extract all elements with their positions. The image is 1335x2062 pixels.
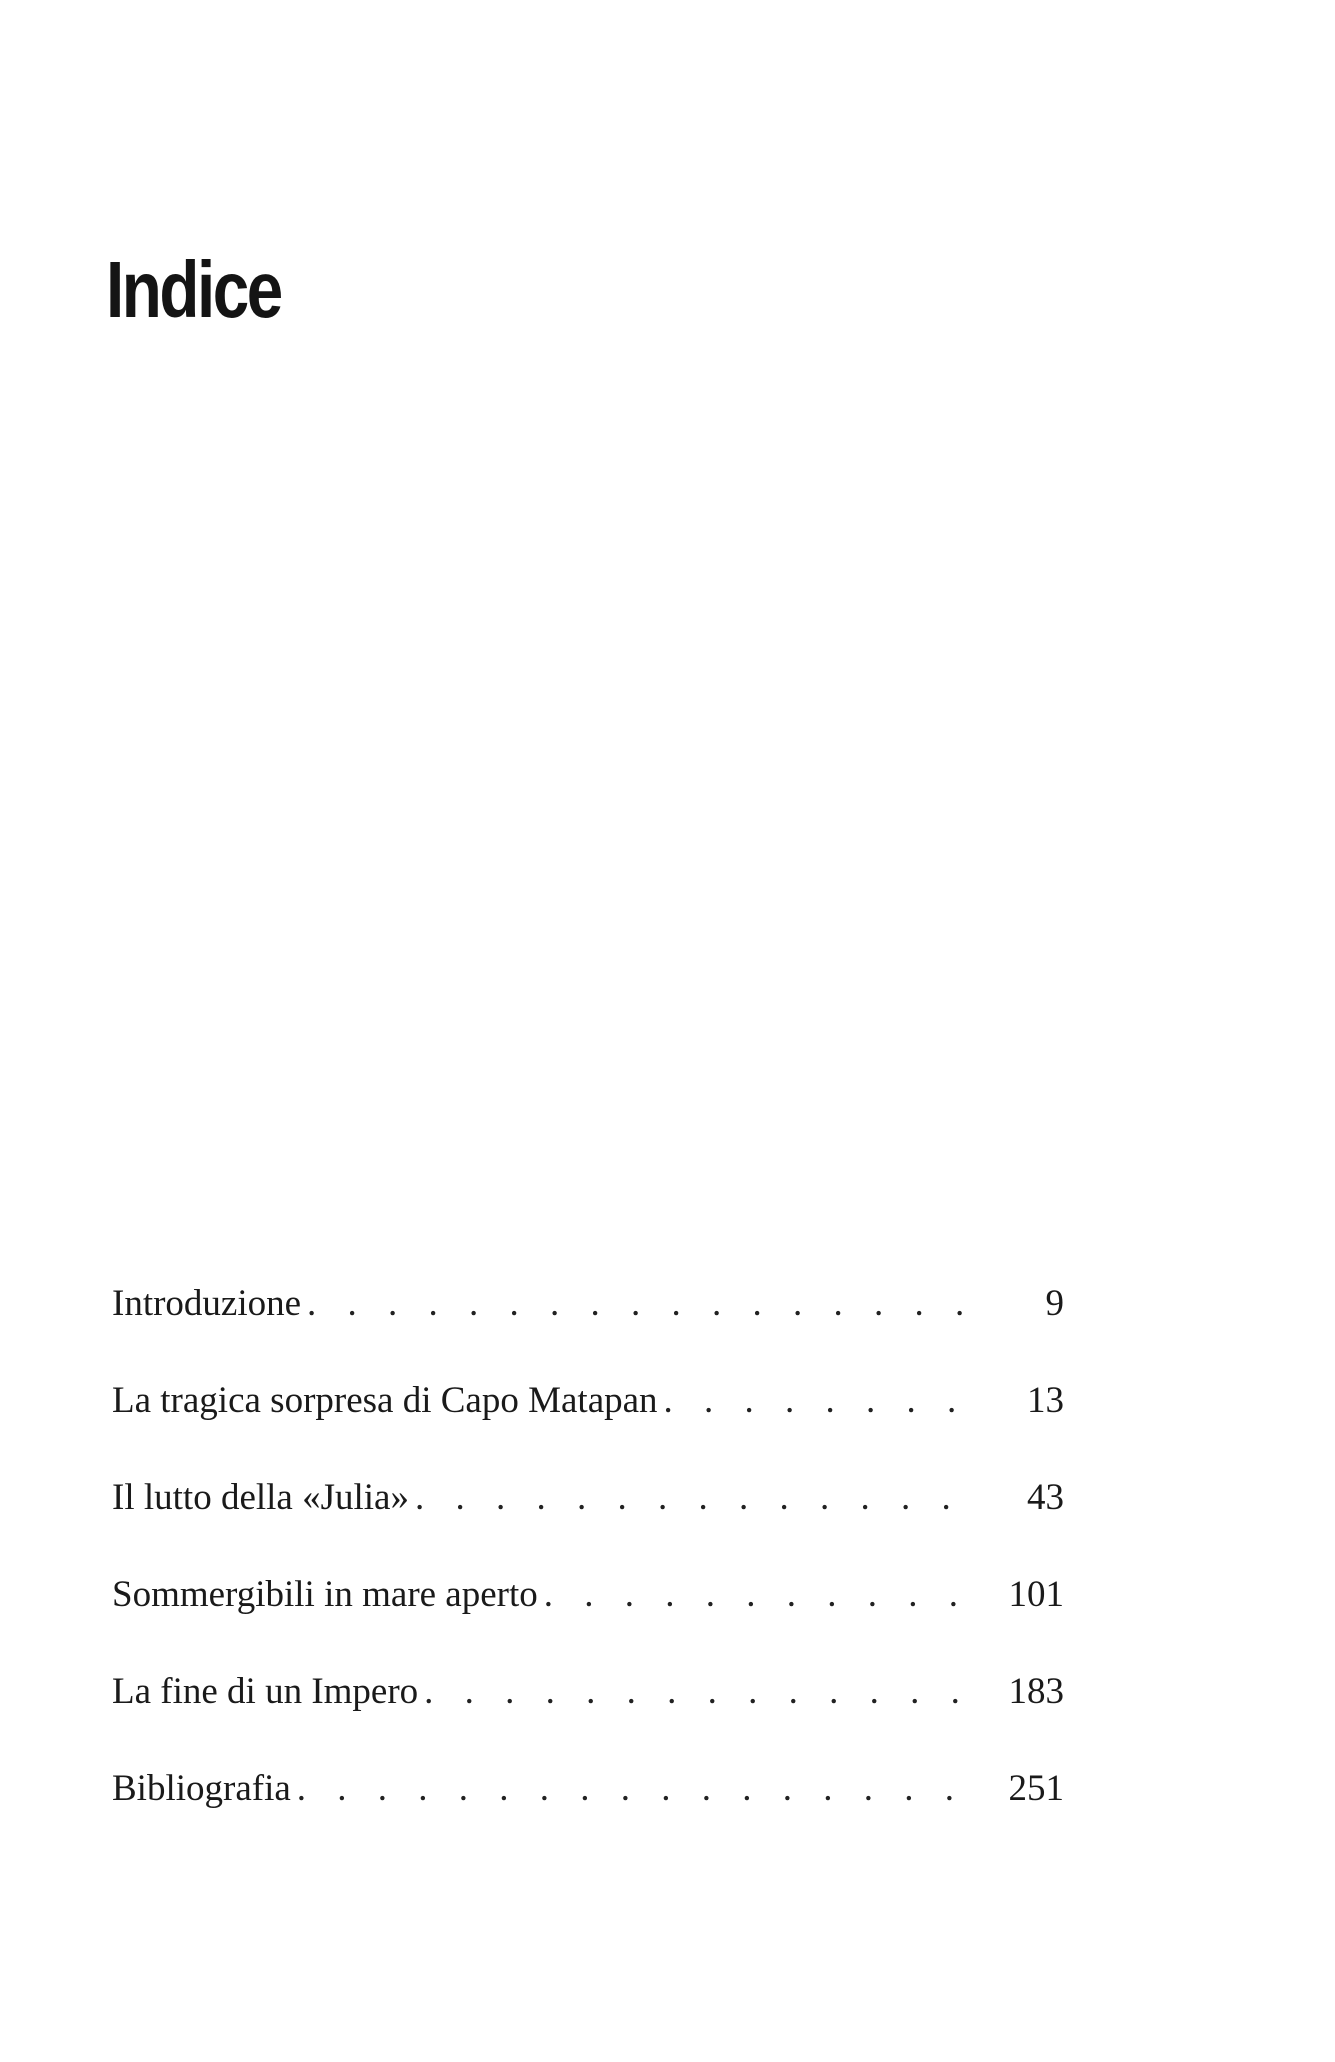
toc-entry-fine-impero [112,1670,1064,1767]
toc-entry-label: La tragica sorpresa di Capo Matapan [112,1380,658,1421]
toc-dot-leader [307,1282,962,1325]
toc-entry-label: Introduzione [112,1283,302,1324]
toc-page-number: 43 [1027,1477,1064,1518]
toc-page-number: 183 [1008,1671,1064,1712]
toc-entry-capo-matapan [112,1379,1064,1476]
table-of-contents [112,1282,1064,1864]
toc-page-number: 101 [1008,1574,1064,1615]
toc-entry-julia [112,1476,1064,1573]
toc-dot-leader [544,1573,962,1616]
toc-entry-label: Sommergibili in mare aperto [112,1574,538,1615]
toc-page-number: 251 [1008,1768,1064,1809]
toc-page-number: 9 [1045,1283,1064,1324]
toc-entry-introduzione [112,1282,1064,1379]
toc-entry-sommergibili [112,1573,1064,1670]
page-title: Indice [106,245,281,334]
toc-dot-leader [415,1476,962,1519]
toc-dot-leader [664,1379,962,1422]
toc-entry-label: Bibliografia [112,1768,291,1809]
toc-entry-label: La fine di un Impero [112,1671,419,1712]
toc-dot-leader [424,1670,962,1713]
toc-dot-leader [297,1767,962,1810]
toc-entry-label: Il lutto della «Julia» [112,1477,409,1518]
toc-page-number: 13 [1027,1380,1064,1421]
toc-entry-bibliografia [112,1767,1064,1864]
